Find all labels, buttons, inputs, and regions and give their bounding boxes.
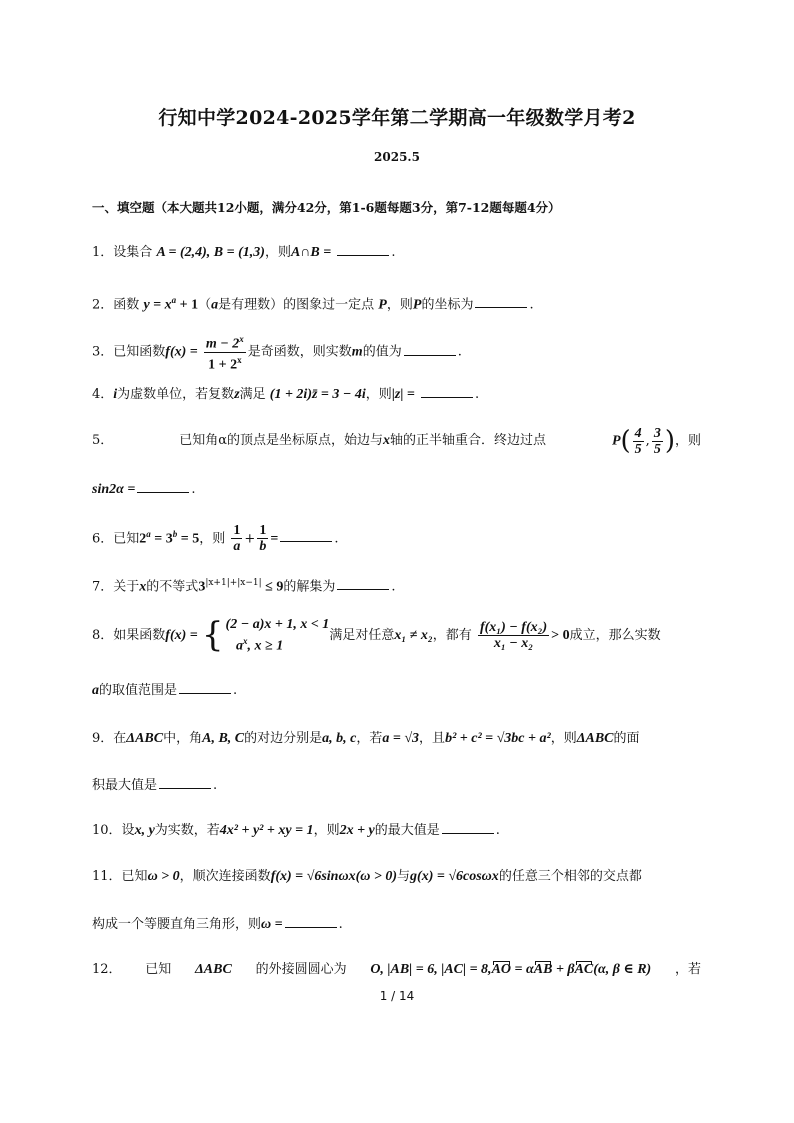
- case-2: [226, 633, 330, 655]
- math-expr: ≤ 9: [261, 579, 284, 595]
- math-expr: > 0: [551, 627, 570, 643]
- q-text: ，若: [356, 731, 383, 746]
- q-text: .: [391, 245, 396, 260]
- q-text: .: [213, 778, 218, 793]
- q-text: 为虚数单位，若复数: [117, 387, 235, 402]
- question-number: 7．: [92, 579, 114, 595]
- question-number: 10．: [92, 823, 122, 838]
- math-exponent: x: [237, 354, 242, 365]
- q-text: ，则: [365, 387, 392, 402]
- q-text: ，顺次连接函数: [179, 869, 271, 884]
- question-number: 5．: [92, 433, 114, 449]
- question-4: [92, 385, 479, 404]
- answer-blank: [475, 295, 527, 308]
- q-text: 已知: [145, 962, 172, 977]
- math-var: z: [234, 387, 240, 402]
- math-expr: A∩B =: [290, 245, 332, 260]
- math-expr: ΔABC: [195, 962, 232, 977]
- question-8: [92, 616, 661, 655]
- paren-close: ): [664, 426, 675, 456]
- case-1: (2 − a)x + 1, x < 1: [225, 617, 330, 632]
- q-text: .: [495, 823, 500, 838]
- q-text: 的不等式: [146, 579, 199, 595]
- question-number: 11．: [92, 869, 122, 884]
- math-expr: 4x² + y² + xy = 1: [219, 823, 314, 838]
- piecewise: [202, 616, 329, 655]
- math-expr: f(x) =: [165, 344, 198, 360]
- answer-blank: [442, 821, 494, 834]
- math-expr: = 5: [177, 531, 200, 547]
- fraction-numerator: 4: [634, 425, 642, 441]
- q-text: 已知: [121, 869, 148, 884]
- q-text: ，则: [550, 731, 577, 746]
- math-expr: b² + c² = √3bc + a²: [445, 731, 551, 746]
- question-3: [92, 332, 462, 372]
- answer-blank: [280, 529, 332, 542]
- math-var: a: [211, 297, 219, 313]
- math-exponent: x: [243, 636, 248, 646]
- question-number: 1．: [92, 245, 114, 260]
- math-var: a: [236, 638, 244, 654]
- math-expr: a, b, c: [322, 731, 357, 746]
- q-text: 满足: [239, 387, 266, 402]
- question-5-line-2: [92, 480, 196, 499]
- fraction-numerator: [204, 332, 246, 353]
- q-text: .: [475, 387, 480, 402]
- math-exponent: |x+1|+|x−1|: [205, 578, 262, 588]
- fraction-numerator: f(x₁) − f(x₂): [479, 619, 548, 635]
- math-expr: ΔABC: [126, 731, 164, 746]
- q-text: 已知函数: [113, 344, 166, 360]
- q-text: ，若: [674, 962, 701, 977]
- fraction: [231, 523, 242, 554]
- q-text: .: [338, 917, 343, 932]
- math-expr: x, y: [134, 823, 155, 838]
- q-text: 是有理数）的图象过一定点: [218, 297, 375, 313]
- question-number: 12．: [92, 962, 122, 977]
- math-var: a: [92, 683, 99, 698]
- q12-vector-expr: [370, 961, 651, 979]
- fraction: [257, 523, 268, 554]
- q-text: 的取值范围是: [99, 683, 178, 698]
- fraction-numerator: 1: [259, 523, 267, 539]
- math-expr: + 1: [176, 297, 199, 313]
- q-text: 的面: [613, 731, 640, 746]
- question-11-line-2: [92, 915, 343, 934]
- math-expr: =: [270, 531, 279, 547]
- question-8-line-2: [92, 681, 237, 700]
- fraction-denominator: a: [233, 539, 241, 555]
- math-expr: m − 2: [205, 336, 240, 352]
- fraction-denominator: 5: [634, 441, 642, 457]
- math-expr: (1 + 2i)z̄ = 3 − 4i: [269, 387, 366, 402]
- question-number: 3．: [92, 344, 114, 360]
- question-9-line-2: [92, 776, 217, 795]
- paren-open: (: [620, 426, 631, 456]
- q-text: ，都有: [432, 627, 472, 643]
- q-text: 轴的正半轴重合．终边过点: [390, 433, 547, 449]
- q-text: 构成一个等腰直角三角形，则: [92, 917, 262, 932]
- q-text: ，且: [419, 731, 446, 746]
- q-text: ，则: [313, 823, 340, 838]
- question-12: [92, 961, 701, 979]
- answer-blank: [404, 343, 456, 356]
- math-var: P: [378, 297, 387, 313]
- q-text: .: [334, 531, 339, 547]
- math-expr: = 3: [150, 531, 173, 547]
- math-exponent: x: [239, 334, 244, 344]
- math-expr: ω =: [261, 917, 283, 932]
- q-text: 在: [113, 731, 127, 746]
- fraction-numerator: 3: [653, 425, 661, 441]
- answer-blank: [421, 385, 473, 398]
- math-expr: f(x) = √6sinωx(ω > 0): [270, 869, 398, 884]
- brace: {: [201, 615, 224, 656]
- q-text: 的对边分别是: [244, 731, 323, 746]
- question-number: 2．: [92, 297, 114, 313]
- math-var: P: [412, 297, 422, 313]
- exam-date: 2025.5: [374, 150, 420, 164]
- math-exponent: a: [146, 529, 151, 539]
- q-text: ，则: [386, 297, 413, 313]
- math-expr: A = (2,4), B = (1,3): [156, 245, 265, 260]
- q-text: 函数: [113, 297, 140, 313]
- math-expr: |z| =: [391, 387, 415, 402]
- q-text: 满足对任意: [329, 627, 395, 643]
- fraction: [204, 332, 246, 372]
- section-heading: 一、填空题（本大题共12小题，满分42分，第1-6题每题3分，第7-12题每题4分）: [92, 200, 561, 215]
- math-expr: + β: [552, 962, 575, 977]
- q-text: ，则: [674, 433, 701, 449]
- q-text: .: [233, 683, 238, 698]
- q5-text-a: [179, 424, 546, 458]
- math-expr: y = x: [143, 297, 172, 313]
- fraction-denominator: b: [259, 539, 267, 555]
- q-text: 与: [397, 869, 411, 884]
- q-text: 设: [121, 823, 135, 838]
- math-expr: O, |AB| = 6, |AC| = 8,: [370, 962, 492, 977]
- fraction-denominator: 5: [653, 441, 661, 457]
- fraction-denominator: [206, 353, 243, 373]
- question-2: [92, 291, 534, 314]
- answer-blank: [337, 577, 389, 590]
- cases: [226, 616, 330, 655]
- q-text: ，则: [199, 531, 226, 547]
- fraction: [633, 426, 644, 457]
- q-text: 已知: [113, 531, 140, 547]
- q-text: 设集合: [113, 245, 153, 260]
- q-text: .: [457, 344, 462, 360]
- math-var: x: [383, 433, 390, 449]
- math-expr: (α, β ∈ R): [593, 962, 652, 977]
- q-text: 中，角: [163, 731, 203, 746]
- q-text: 关于: [113, 579, 140, 595]
- q-text: 已知角α的顶点是坐标原点，始边与: [179, 433, 383, 449]
- page-number: 1 / 14: [379, 989, 415, 1003]
- q-text: 积最大值是: [92, 778, 158, 793]
- math-exponent: a: [171, 295, 177, 305]
- question-9: [92, 730, 640, 748]
- q-text: （: [198, 297, 212, 313]
- question-11: [92, 868, 642, 886]
- question-10: [92, 821, 500, 840]
- math-expr: 1 + 2: [208, 357, 238, 373]
- math-expr: 3: [198, 579, 206, 595]
- vector-ac: AC: [574, 962, 594, 977]
- math-var: m: [351, 344, 363, 360]
- q-text: .: [529, 297, 534, 313]
- math-expr: , x ≥ 1: [247, 638, 284, 654]
- point-p: P( $\frac{4}{5}$ , $\frac{3}{5}$ )，则: [611, 425, 701, 457]
- math-expr: ΔABC: [576, 731, 614, 746]
- q-text: 的外接圆圆心为: [255, 962, 347, 977]
- math-expr: a = √3: [382, 731, 420, 746]
- question-number: 9．: [92, 731, 114, 746]
- q-text: 如果函数: [113, 627, 166, 643]
- math-expr: 2x + y: [339, 823, 375, 838]
- math-expr: 2: [139, 531, 147, 547]
- question-number: 6．: [92, 531, 114, 547]
- answer-blank: [159, 776, 211, 789]
- fraction-numerator: 1: [233, 523, 241, 539]
- question-7: [92, 574, 396, 596]
- math-var: i: [113, 387, 118, 402]
- question-1: [92, 243, 395, 262]
- math-var: x: [139, 579, 147, 595]
- math-exponent: b: [172, 529, 178, 539]
- answer-blank: [337, 243, 389, 256]
- q-text: ，则: [264, 245, 291, 260]
- math-expr: A, B, C: [202, 731, 245, 746]
- question-5: [92, 424, 701, 459]
- question-number: 4．: [92, 387, 114, 402]
- q-text: 的值为: [362, 344, 402, 360]
- math-expr: f(x) =: [165, 627, 198, 643]
- q-text: 的解集为: [283, 579, 336, 595]
- math-expr: = α: [511, 962, 534, 977]
- math-expr: x₁ ≠ x₂: [394, 627, 433, 643]
- answer-blank: [285, 915, 337, 928]
- fraction: [652, 426, 663, 457]
- vector-ab: AB: [533, 962, 553, 977]
- q-text: 是奇函数，则实数: [247, 344, 352, 360]
- q-text: 的任意三个相邻的交点都: [498, 869, 642, 884]
- question-6: 6．已知$2^a = 3^b = 5$，则 $\frac{1}{a}$ + $\frac{1}{b}$ = .: [92, 523, 339, 555]
- math-expr: g(x) = √6cosωx: [410, 869, 499, 884]
- math-expr: ω > 0: [147, 869, 180, 884]
- q-text: .: [191, 482, 196, 497]
- answer-blank: [137, 480, 189, 493]
- q-text: .: [391, 579, 396, 595]
- question-number: 8．: [92, 627, 114, 643]
- q-text: 的坐标为: [421, 297, 474, 313]
- q-text: 成立，那么实数: [569, 627, 661, 643]
- math-var: P: [611, 433, 621, 449]
- q-text: 为实数，若: [154, 823, 220, 838]
- vector-ao: AO: [491, 962, 512, 977]
- q-text: 的最大值是: [374, 823, 440, 838]
- page-title: 行知中学2024-2025学年第二学期高一年级数学月考2: [158, 107, 636, 129]
- fraction-denominator: x₁ − x₂: [493, 635, 534, 651]
- fraction: [478, 620, 549, 651]
- math-expr: sin2α =: [92, 482, 136, 497]
- answer-blank: [179, 681, 231, 694]
